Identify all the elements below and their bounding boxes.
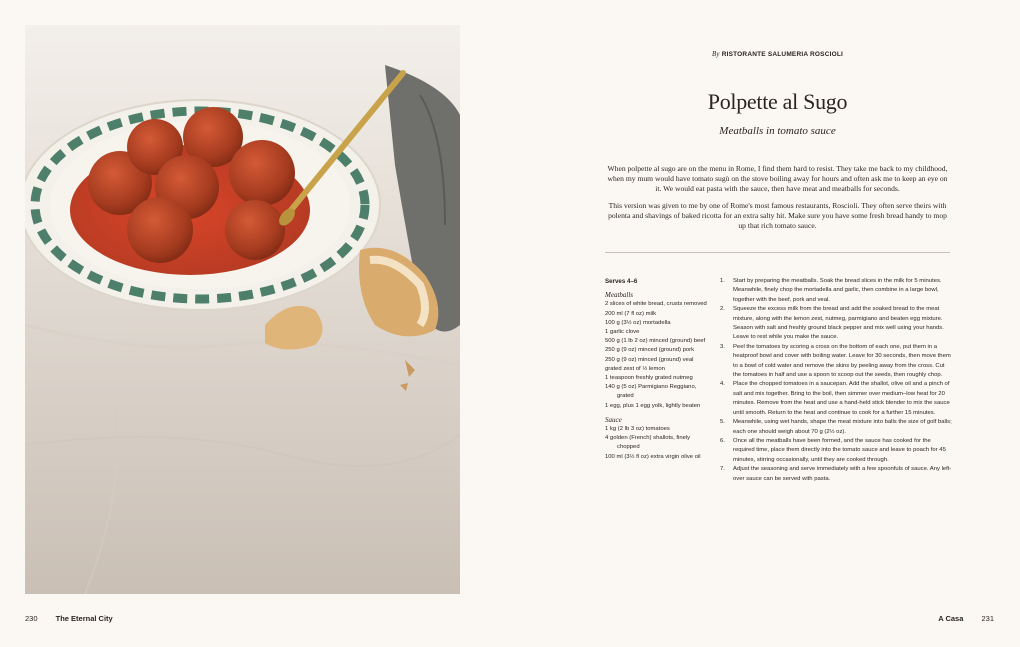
step-text: Adjust the seasoning and serve immediately with a few spoonfuls of sauce. Any left-over sauce can be served with pasta.	[733, 466, 952, 482]
section-name-left: The Eternal City	[55, 614, 113, 623]
ingredient-item: 1 egg, plus 1 egg yolk, lightly beaten	[605, 402, 701, 409]
ingredient-item: grated zest of ½ lemon	[605, 365, 665, 372]
step-text: Once all the meatballs have been formed, and the sauce has cooked for the required time, place them directly into the tomato sauce and leave to poach for 45 minutes, stirring occasionally, until they are cooked through.	[733, 437, 946, 463]
method-step	[720, 437, 952, 465]
ingredient-item: 250 g (9 oz) minced (ground) pork	[605, 347, 695, 354]
ingredient-item: 500 g (1 lb 2 oz) minced (ground) beef	[605, 338, 706, 345]
ingredient-item: 1 kg (2 lb 3 oz) tomatoes	[605, 426, 670, 433]
method-steps	[720, 277, 952, 484]
byline-name: RISTORANTE SALUMERIA ROSCIOLI	[721, 51, 844, 58]
footer-right	[938, 614, 994, 623]
step-text: Squeeze the excess milk from the bread and add the soaked bread to the meat mixture, along with the lemon zest, nutmeg, parmigiano and beaten egg mixture. Season with salt and freshly ground black pepper and mix well using your hands. Leave to rest while you make the sauce.	[733, 306, 944, 341]
serves-label: Serves 4–6	[605, 278, 638, 285]
step-text: Place the chopped tomatoes in a saucepan. Add the shallot, olive oil and a pinch of salt and mix together. Bring to the boil, then simmer over medium–low heat for 20 minutes. Remove from the heat and use a hand-held stick blender to mix the sauce until smooth. Return to the heat and continue to cook for a further 15 minutes.	[733, 381, 950, 416]
ingredient-item: 1 teaspoon freshly grated nutmeg	[605, 375, 693, 382]
ingredient-item: 4 golden (French) shallots, finely chopped	[605, 435, 691, 451]
step-number: 5.	[720, 419, 725, 426]
step-text: Peel the tomatoes by scoring a cross on the bottom of each one, put them in a heatproof bowl and cover with boiling water. Leave for 30 seconds, then move them to a bowl of cold water and remove the skins by peeling away from the cross. Cut the tomatoes in half and use a spoon to scoop out the seeds, then roughly chop.	[733, 343, 951, 379]
ingredient-group-title: Meatballs	[605, 291, 633, 300]
method-step	[720, 305, 952, 343]
step-number: 2.	[720, 306, 725, 313]
recipe-subtitle: Meatballs in tomato sauce	[719, 125, 836, 137]
step-number: 7.	[720, 466, 725, 473]
meatballs-photo	[25, 25, 460, 594]
ingredient-item: 1 garlic clove	[605, 329, 640, 336]
method-step	[720, 465, 952, 484]
step-number: 4.	[720, 381, 725, 388]
step-number: 6.	[720, 437, 725, 444]
recipe-title: Polpette al Sugo	[707, 89, 848, 114]
page-number-left: 230	[25, 614, 38, 623]
ingredient-group-title: Sauce	[605, 415, 622, 424]
ingredient-item: 140 g (5 oz) Parmigiano Reggiano, grated	[605, 384, 697, 400]
footer-left	[25, 614, 113, 623]
intro-text	[605, 164, 950, 238]
byline	[605, 50, 950, 58]
intro-paragraph: This version was given to me by one of Rome's most famous restaurants, Roscioli. They often serve theirs with polenta and shavings of baked ricotta for an extra salty hit. Make sure you have some fresh bread handy to mop up that rich tomato sauce.	[608, 201, 947, 230]
intro-paragraph: When polpette al sugo are on the menu in Rome, I find them hard to resist. They take me back to my childhood, when my mum would have tomato sugù on the stove boiling away for hours and often ask me to keep an eye on it. We would eat pasta with the sauce, then have meat and meatballs for seconds.	[607, 164, 948, 193]
method-step	[720, 380, 952, 418]
ingredient-item: 2 slices of white bread, crusts removed	[605, 301, 707, 308]
ingredient-item: 200 ml (7 fl oz) milk	[605, 310, 657, 317]
meatballs-illustration	[25, 25, 460, 594]
section-name-right: A Casa	[938, 614, 964, 623]
step-number: 3.	[720, 343, 725, 350]
step-text: Meanwhile, using wet hands, shape the meat mixture into balls the size of golf balls; each one should weigh about 70 g (2½ oz).	[733, 419, 952, 435]
method-step	[720, 277, 952, 305]
ingredient-item: 250 g (9 oz) minced (ground) veal	[605, 356, 694, 363]
method-step	[720, 343, 952, 381]
page-number-right: 231	[981, 614, 994, 623]
step-text: Start by preparing the meatballs. Soak the bread slices in the milk for 5 minutes. Meanwhile, finely chop the mortadella and garlic, then combine in a large bowl, together with the beef, pork and veal.	[733, 278, 942, 303]
ingredients-list	[605, 277, 713, 462]
method-step	[720, 418, 952, 437]
byline-prefix: By	[711, 50, 720, 58]
divider	[605, 252, 950, 253]
ingredient-item: 100 ml (3½ fl oz) extra virgin olive oil	[605, 453, 701, 460]
ingredient-item: 100 g (3½ oz) mortadella	[605, 319, 671, 326]
step-number: 1.	[720, 278, 725, 284]
